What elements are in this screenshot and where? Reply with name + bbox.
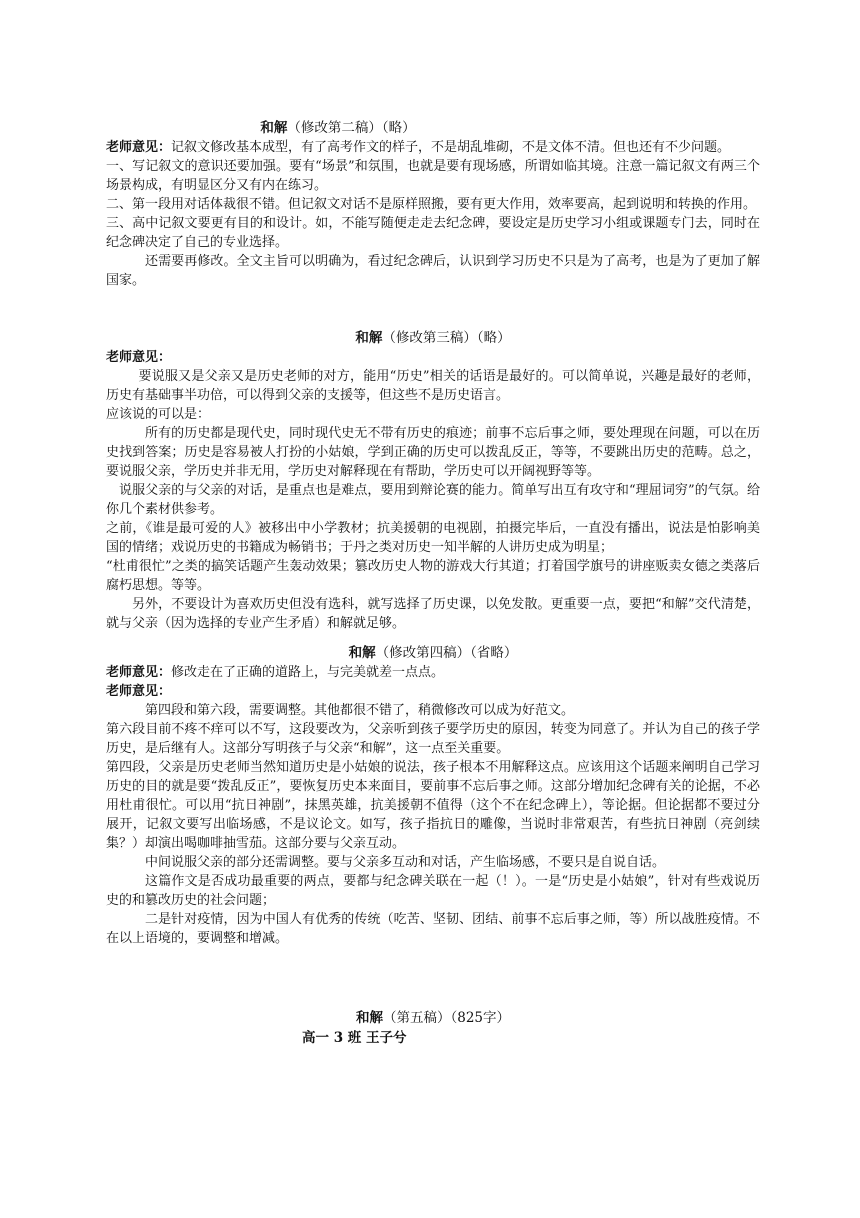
draft4-paragraph-2: 第六段目前不疼不痒可以不写，这段要改为，父亲听到孩子要学历史的原因，转变为同意了。并认为自己的孩子学历史，是后继有人。这部分写明孩子与父亲“和解”，这一点至关重要。 (106, 722, 760, 756)
draft5-title-main: 和解 (355, 1010, 383, 1026)
draft3-paragraph-7: 另外，不要设计为喜欢历史但没有选科，就写选择了历史课，以免发散。更重要一点，要把“和解”交代清楚，就与父亲（因为选择的专业产生矛盾）和解就足够。 (106, 597, 760, 631)
draft2-comment-text: 记叙文修改基本成型，有了高考作文的样子，不是胡乱堆砌，不是文体不清。但也还有不少问题。 (171, 140, 731, 155)
draft4-paragraph-3: 第四段，父亲是历史老师当然知道历史是小姑娘的说法，孩子根本不用解释这点。应该用这个话题来阐明自己学习历史的目的就是要“拨乱反正”，要恢复历史本来面目，要前事不忘后事之师。这部分增加纪念碑有关的论据，不必用杜甫很忙。可以用“抗日神剧”，抹黑英雄，抗美援朝不值得（这个不在纪念碑上），等论据。但论据都不要过分展开，记叙文要写出临场感，不是议论文。如写，孩子指抗日的雕像，当说时非常艰苦，有些抗日神剧（亮剑续集？）却演出喝咖啡抽雪茄。这部分要与父亲互动。 (106, 760, 760, 851)
draft4-title (106, 643, 760, 663)
draft3-paragraph-4: 说服父亲的与父亲的对话，是重点也是难点，要用到辩论赛的能力。简单写出互有攻守和“理屈词穷”的气氛。给你几个素材供参考。 (106, 483, 760, 517)
draft4-comment-1-text: 修改走在了正确的道路上，与完美就差一点点。 (171, 665, 445, 680)
draft2-point-1: 一、写记叙文的意识还要加强。要有“场景”和氛围，也就是要有现场感，所谓如临其境。注意一篇记叙文有两三个场景构成，有明显区分又有内在练习。 (106, 159, 760, 193)
draft2-point-3: 三、高中记叙文要更有目的和设计。如，不能写随便走走去纪念碑，要设定是历史学习小组或课题专门去，同时在纪念碑决定了自己的专业选择。 (106, 216, 760, 250)
draft2-comment (106, 138, 760, 157)
draft4-comment-1 (106, 663, 760, 682)
draft5-author: 高一 3 班 王子兮 (302, 1030, 407, 1046)
draft3-paragraph-2: 应该说的可以是： (106, 407, 211, 422)
draft3-paragraph-3: 所有的历史都是现代史，同时现代史无不带有历史的痕迹；前事不忘后事之师，要处理现在问题，可以在历史找到答案；历史是容易被人打扮的小姑娘，学到正确的历史可以拨乱反正，等等，不要跳出历史的范畴。总之，要说服父亲，学历史并非无用，学历史对解释现在有帮助，学历史可以开阔视野等等。 (106, 426, 760, 479)
draft3-paragraph-1: 要说服又是父亲又是历史老师的对方，能用“历史”相关的话语是最好的。可以简单说，兴趣是最好的老师，历史有基础事半功倍，可以得到父亲的支援等，但这些不是历史语言。 (106, 369, 760, 403)
draft4-paragraph-4: 中间说服父亲的部分还需调整。要与父亲多互动和对话，产生临场感，不要只是自说自话。 (145, 855, 666, 870)
draft4-comment-2-label: 老师意见： (106, 684, 172, 699)
draft3-paragraph-6: “杜甫很忙”之类的搞笑话题产生轰动效果；篡改历史人物的游戏大行其道；打着国学旗号的讲座贩卖女德之类落后腐朽思想。等等。 (106, 559, 760, 593)
draft4-paragraph-5: 这篇作文是否成功最重要的两点，要都与纪念碑关联在一起（！）。一是“历史是小姑娘”，针对有些戏说历史的和篡改历史的社会问题； (106, 874, 760, 908)
draft5-title-sub: （第五稿）（825字） (382, 1010, 511, 1026)
draft2-point-2: 二、第一段用对话体裁很不错。但记叙文对话不是原样照搬，要有更大作用，效率要高，起到说明和转换的作用。 (106, 197, 757, 212)
draft2-title-sub: （修改第二稿）（略） (287, 120, 416, 136)
draft3-paragraph-5: 之前，《谁是最可爱的人》被移出中小学教材；抗美援朝的电视剧，拍摄完毕后，一直没有播出，说法是怕影响美国的情绪；戏说历史的书籍成为畅销书；于丹之类对历史一知半解的人讲历史成为明星； (106, 521, 760, 555)
draft3-comment-label: 老师意见： (106, 350, 172, 365)
draft2-title-main: 和解 (260, 120, 288, 136)
draft4-title-sub: （修改第四稿）（省略） (375, 645, 518, 661)
draft4-paragraph-6: 二是针对疫情，因为中国人有优秀的传统（吃苦、坚韧、团结、前事不忘后事之师，等）所以战胜疫情。不在以上语境的，要调整和增减。 (106, 912, 760, 946)
document-page (106, 118, 760, 1048)
draft3-title (106, 328, 760, 348)
draft2-conclusion: 还需要再修改。全文主旨可以明确为，看过纪念碑后，认识到学习历史不只是为了高考，也是为了更加了解国家。 (106, 254, 760, 288)
draft4-comment-1-label: 老师意见： (106, 665, 172, 680)
draft4-title-main: 和解 (348, 645, 376, 661)
draft5-title (106, 1008, 760, 1028)
draft4-paragraph-1: 第四段和第六段，需要调整。其他都很不错了，稍微修改可以成为好范文。 (145, 703, 575, 718)
draft3-title-sub: （修改第三稿）（略） (382, 330, 511, 346)
draft3-title-main: 和解 (355, 330, 383, 346)
draft2-comment-label: 老师意见： (106, 140, 172, 155)
draft2-title (0, 118, 760, 138)
